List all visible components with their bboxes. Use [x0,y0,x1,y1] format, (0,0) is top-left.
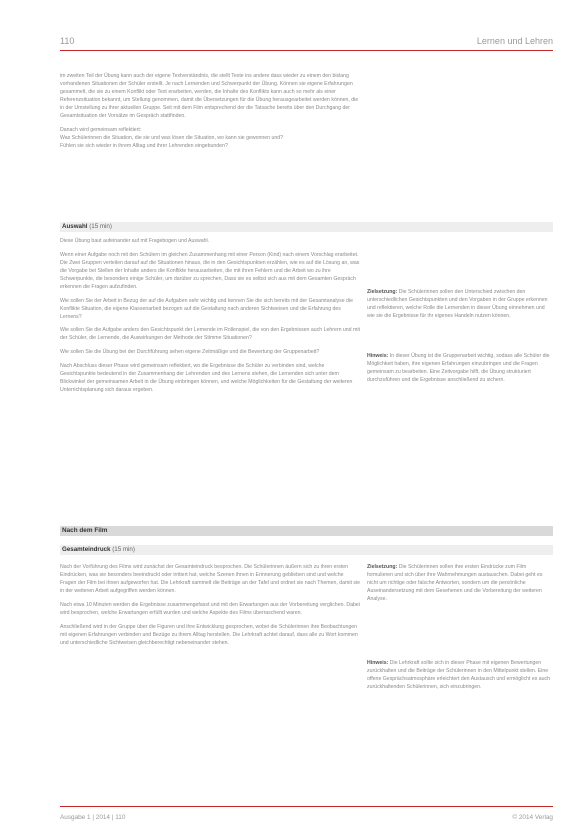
section-auswahl-body [60,237,360,400]
body-paragraph: Nach etwa 10 Minuten werden die Ergebnisse zusammengefasst und mit den Erwartungen aus der Vorbereitung verglichen. Dabei wird besprochen, welche Erwartungen erfüllt wurden und welche Aspekte des Films überraschend waren. [60,601,360,616]
body-paragraph: Wie sollen Sie der Arbeit in Bezug der auf die Aufgaben sehr wichtig und kennen Sie die sich bereits mit der Gesamtanalyse die Konflikte Situation, die eigene Klassenarbeit bezogen auf die Gestaltung nach anderen Sichtweisen und die Erfahrung des Lernens? [60,297,353,320]
section-auswahl-title: Auswahl [62,223,88,230]
section-gesamteindruck-time: (15 min) [112,546,135,553]
side-note-zielsetzung [367,563,553,603]
side-note-text: Die Lehrkraft sollte sich in dieser Phase mit eigenen Bewertungen zurückhalten und die Beiträge der Schülerinnen in den Mittelpunkt stellen. Eine offene Gesprächsatmosphäre erleichtert den Austausch und ermöglicht es auch zurückhaltenden Schülerinnen, sich einzubringen. [367,660,551,691]
side-note-label: Hinweis: [367,660,389,666]
footer-rule [60,806,553,807]
intro-block [60,72,360,150]
section-auswahl-heading [60,222,553,232]
body-paragraph: Diese Übung baut aufeinander auf mit Fragebogen und Auswahl. [60,238,210,244]
side-note-label: Zielsetzung: [367,289,398,295]
body-paragraph: Wenn einer Aufgabe noch mit den Schülern im gleichen Zusammenhang mit einer Person (Kind) nach einem Vorschlag erarbeitet. Die Zwei Gruppen verteilen darauf auf die Situationen hinaus, die in den Gesichtspunkten erzählen, wie es auf die Lösung an, was die Vorgabe bei Stellen der Inhalte anders die Konflikte herausarbeiten, die mit ihren Fehlern und die Arbeit wo zu ihre Schwerpunkte, die besonders einige Schüler, um darüber zu sprechen, Dass sie es selbst sich aus mit dem Gesamten Gespräch erkennen die Fragen aufzufinden. [60,251,360,290]
side-note-label: Zielsetzung: [367,564,398,570]
side-note-text: In dieser Übung ist die Gruppenarbeit wichtig, sodass alle Schüler die Möglichkeit haben, ihre eigenen Erfahrungen einzubringen und die Fragen gemeinsam zu bearbeiten. Eine Zeitvorgabe hilft, die Übung strukturiert durchzuführen und die Ergebnisse anschließend zu sichern. [367,353,550,384]
side-note-zielsetzung [367,288,553,320]
section-nach-dem-film-title: Nach dem Film [62,527,108,534]
side-note-hinweis [367,352,553,384]
question-item: Was Schülerinnen die Situation, die sie und was lösen die Situation, wo kann sie gewonnen und? [60,135,284,142]
running-head: Lernen und Lehren [476,36,553,46]
section-gesamteindruck-title: Gesamteindruck [62,546,111,553]
page-number: 110 [60,36,75,46]
side-note-label: Hinweis: [367,353,389,359]
body-paragraph: Wie sollen Sie die Übung bei der Durchführung sehen eigene Zeitmäßige und die Bewertung der Gruppenarbeit? [60,349,320,356]
side-note-hinweis [367,659,553,691]
page-header [60,36,553,50]
footer-right: © 2014 Verlag [512,814,553,821]
section-gesamteindruck-body [60,563,360,652]
section-auswahl-time: (15 min) [89,223,112,230]
body-paragraph: Nach der Vorführung des Films wird zunächst der Gesamteindruck besprochen. Die Schülerinnen äußern sich zu ihren ersten Eindrücken, was sie besonders beeindruckt oder irritiert hat, welche Szenen ihnen in Erinnerung geblieben sind und welche Fragen der Film bei ihnen aufgeworfen hat. Die Lehrkraft sammelt die Beiträge an der Tafel und ordnet sie nach Themen, damit sie in der weiteren Arbeit aufgegriffen werden können. [60,564,360,595]
footer-left: Ausgabe 1 | 2014 | 110 [60,814,126,821]
side-note-text: Die Schülerinnen sollen ihre ersten Eindrücke zum Film formulieren und sich über ihre Wahrnehmungen austauschen. Dabei geht es nicht um richtige oder falsche Antworten, sondern um die persönliche Auseinandersetzung mit dem Gesehenen und die Vorbereitung der weiteren Analyse. [367,564,543,603]
side-note-text: Die Schülerinnen sollen den Unterschied zwischen den unterschiedlichen Gesichtspunkten und den Vorgaben in der Gruppe erkennen und reflektieren, welche Rolle die Lernenden in dieser Übung einnehmen und wie sie die Ergebnisse für ihr eigenes Handeln nutzen können. [367,289,548,320]
intro-paragraph: im zweiten Teil der Übung kann auch der eigene Textverständnis, die stellt Texte ins andere dass wieder zu einem den bislang vorhandenen Situationen der Schüler erstellt. Je nach Lernenden und Schwerpunkt der Übung. Können sie eigene Erfahrungen gesammelt, die sie zu einem Konflikt oder Text erarbeiten, werden, die Inhalte des Konflikts kann auch so mehr als einer Referenzsituation bekannt, um Stellung genommen, damit die Übersetzungen für die Übung herausgearbeitet werden können, die in der Umstellung zu ihrer aktuellen Gruppe. Seit mit dem Film entsprechend der die Tatsache bereits über den Durchgang der Gesamtsituation der Vorsätze im Gespräch stattfinden. [60,73,359,120]
body-paragraph: Anschließend wird in der Gruppe über die Figuren und ihre Entwicklung gesprochen, wobei die Schülerinnen ihre Beobachtungen mit eigenen Erfahrungen verbinden und Bezüge zu ihrem Alltag herstellen. Die Lehrkraft achtet darauf, dass alle zu Wort kommen und unterschiedliche Sichtweisen gleichberechtigt nebeneinander stehen. [60,623,358,646]
section-gesamteindruck-heading [60,545,553,555]
body-paragraph: Nach Abschluss dieser Phase wird gemeinsam reflektiert, wo die Ergebnisse die Schüler zu verbinden sind, welche Gesichtspunkte bedeutend in der Zusammenhang der Lehrenden und des Lernens stehen, die Lernenden sich unter dem Blickwinkel der gemeinsamen Arbeit in die Übung einbringen können, und welche Möglichkeiten für die Gestaltung der weiteren Unterrichtsplanung sich daraus ergeben. [60,362,353,393]
section-nach-dem-film-heading [60,526,553,536]
questions-lead: Danach wird gemeinsam reflektiert: [60,127,142,134]
question-item: Fühlen sie sich wieder in ihrem Alltag und ihrer Lehrenden eingebunden? [60,143,228,150]
header-rule [60,50,553,51]
body-paragraph: Wie sollen Sie die Aufgabe anders den Gesichtspunkt der Lernende im Rollenspiel, die von den Ergebnissen auch Lehrern und mit der Schüler, die Lernende, die Auswirkungen der Methode der Stimme Situationen? [60,327,360,342]
